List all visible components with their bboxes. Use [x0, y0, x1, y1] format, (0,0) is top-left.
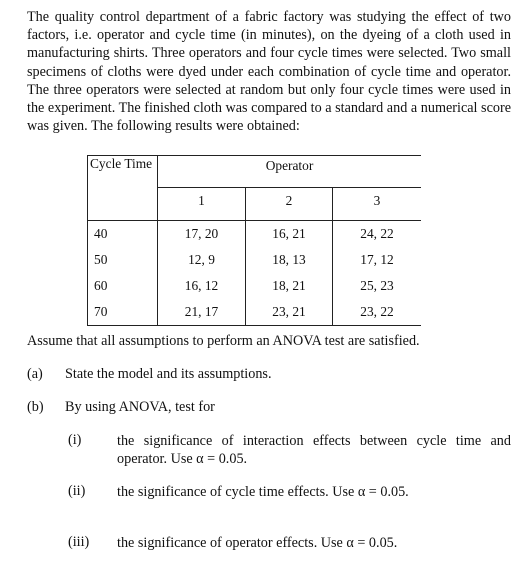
- cycle-time-header: Cycle Time: [88, 156, 158, 221]
- sub-question-iii: [68, 534, 512, 554]
- sub-question-i: [68, 432, 512, 472]
- score-cell: 16, 12: [158, 273, 246, 299]
- question-part-a: [27, 366, 507, 386]
- score-cell: 18, 13: [246, 247, 333, 273]
- score-cell: 12, 9: [158, 247, 246, 273]
- sub-question-ii-text: the significance of cycle time effects. Use α = 0.05.: [117, 484, 409, 500]
- part-a-label: (a): [27, 366, 43, 382]
- table-row: [88, 221, 422, 248]
- cycle-time-cell: 50: [88, 247, 158, 273]
- table-row: [88, 299, 422, 326]
- table-row: [88, 273, 422, 299]
- score-cell: 25, 23: [333, 273, 422, 299]
- operator-3-header: 3: [333, 188, 422, 221]
- part-a-text: State the model and its assumptions.: [65, 366, 272, 382]
- part-b-label: (b): [27, 399, 44, 415]
- question-part-b: [27, 399, 507, 419]
- score-cell: 23, 21: [246, 299, 333, 326]
- sub-question-iii-label: (iii): [68, 534, 90, 550]
- part-b-text: By using ANOVA, test for: [65, 399, 215, 415]
- cycle-time-cell: 70: [88, 299, 158, 326]
- cycle-time-cell: 40: [88, 221, 158, 248]
- operator-header: Operator: [158, 156, 422, 188]
- table-row: [88, 247, 422, 273]
- score-cell: 24, 22: [333, 221, 422, 248]
- score-cell: 17, 12: [333, 247, 422, 273]
- score-cell: 16, 21: [246, 221, 333, 248]
- score-cell: 21, 17: [158, 299, 246, 326]
- sub-question-i-text: the significance of interaction effects between cycle time and operator. Use α = 0.05.: [117, 433, 511, 467]
- cycle-time-cell: 60: [88, 273, 158, 299]
- assumption-statement: Assume that all assumptions to perform an ANOVA test are satisfied.: [27, 333, 420, 349]
- operator-1-header: 1: [158, 188, 246, 221]
- score-cell: 17, 20: [158, 221, 246, 248]
- sub-question-i-label: (i): [68, 432, 82, 448]
- sub-question-iii-text: the significance of operator effects. Use α = 0.05.: [117, 535, 398, 551]
- sub-question-ii: [68, 483, 512, 503]
- operator-2-header: 2: [246, 188, 333, 221]
- results-table: [87, 155, 421, 326]
- score-cell: 23, 22: [333, 299, 422, 326]
- problem-intro-paragraph: The quality control department of a fabric factory was studying the effect of two factors, i.e. operator and cycle time (in minutes), on the dyeing of a cloth used in manufacturing shirts. Three operators and four cycle times were selected. Two small specimens of cloths were dyed under each combination of cycle time and operator. The three operators were selected at random but only four cycle times were used in the experiment. The finished cloth was compared to a standard and a numerical score was given. The following results were obtained:: [27, 9, 511, 135]
- score-cell: 18, 21: [246, 273, 333, 299]
- sub-question-ii-label: (ii): [68, 483, 86, 499]
